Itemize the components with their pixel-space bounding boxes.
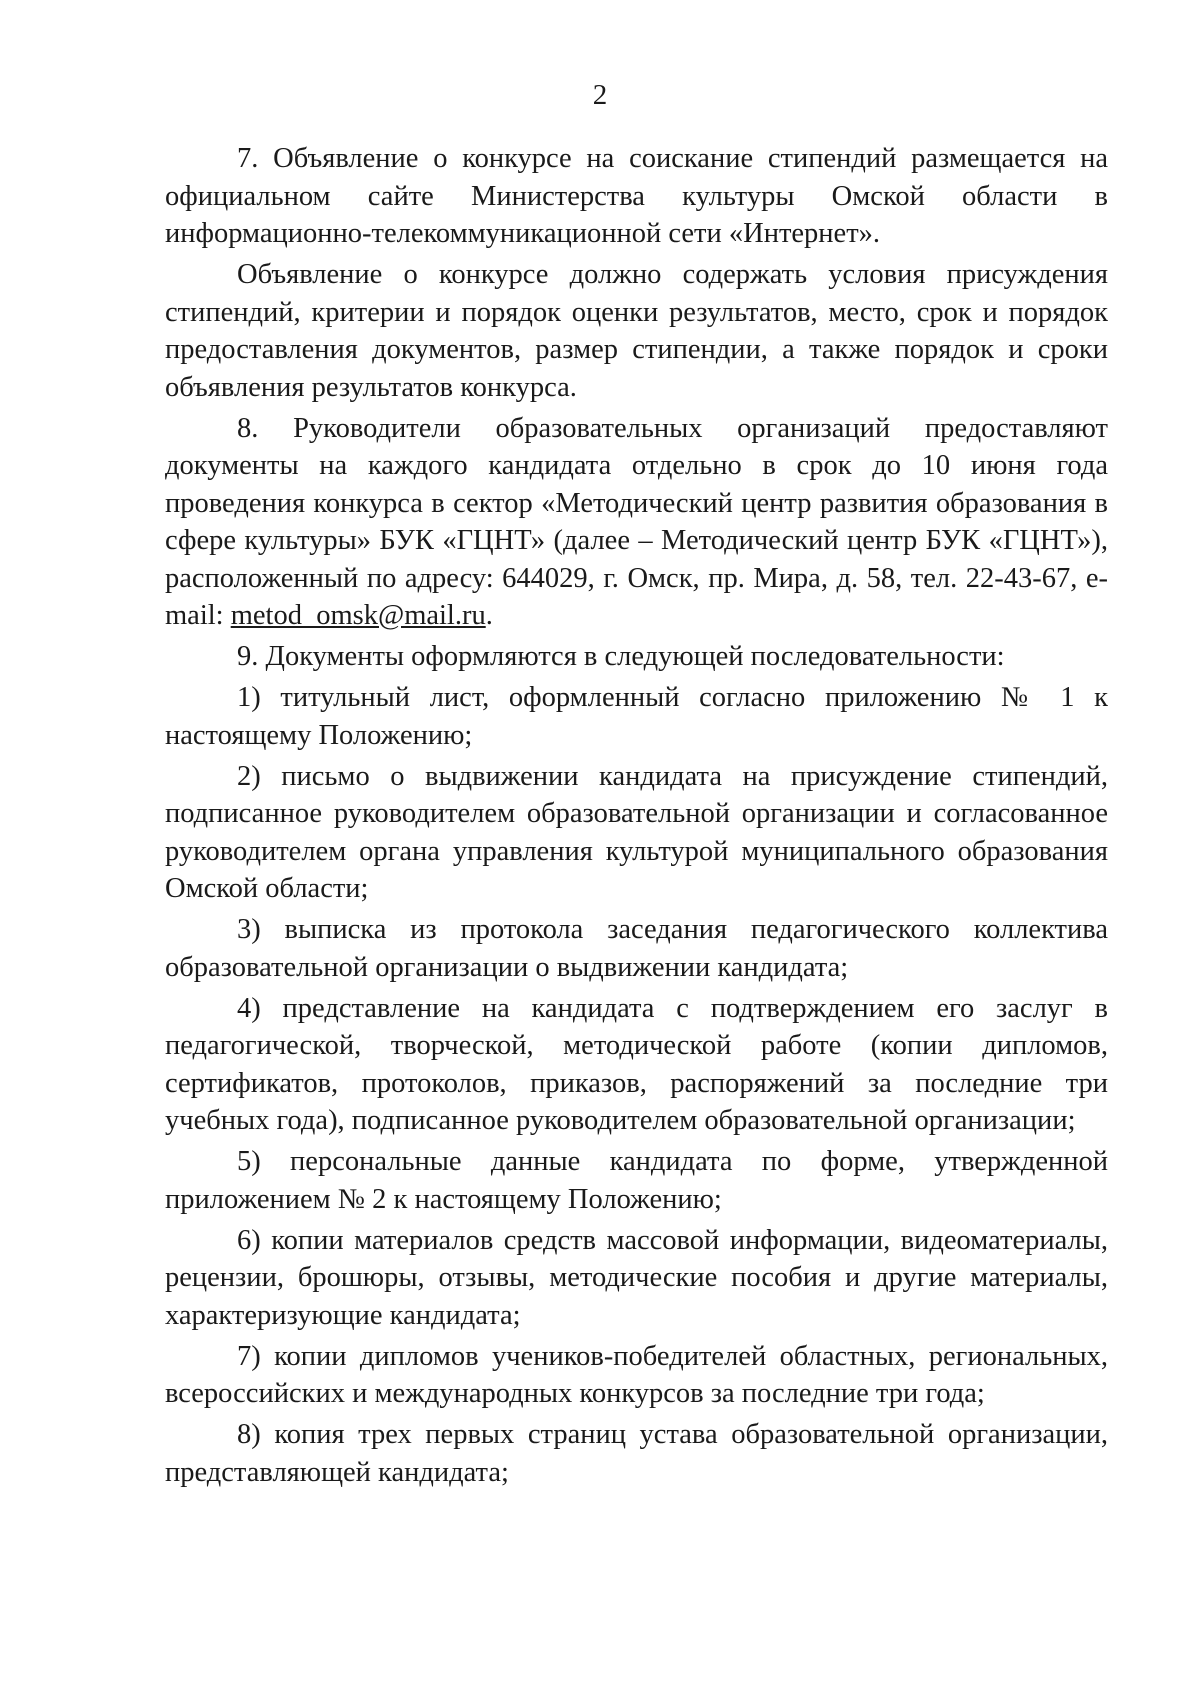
email-link[interactable]: metod_omsk@mail.ru <box>230 600 486 631</box>
list-item-6: 6) копии материалов средств массовой информации, видеоматериалы, рецензии, брошюры, отзывы, методические пособия и другие материалы, характеризующие кандидата; <box>165 1224 1108 1331</box>
list-item-7: 7) копии дипломов учеников-победителей областных, региональных, всероссийских и международных конкурсов за последние три года; <box>165 1340 1108 1409</box>
list-item-8: 8) копия трех первых страниц устава образовательной организации, представляющей кандидата; <box>165 1419 1108 1488</box>
paragraph-9: 9. Документы оформляются в следующей последовательности: <box>237 641 1005 672</box>
paragraph-8-end: . <box>485 600 493 631</box>
list-item-5: 5) персональные данные кандидата по форме, утвержденной приложением № 2 к настоящему Положению; <box>165 1146 1108 1215</box>
paragraph-7: 7. Объявление о конкурсе на соискание стипендий размещается на официальном сайте Министерства культуры Омской области в информационно-телекоммуникационной сети «Интернет». <box>165 143 1108 249</box>
document-body <box>165 140 1108 1495</box>
page-number: 2 <box>592 79 608 111</box>
paragraph-8-text: 8. Руководители образовательных организаций предоставляют документы на каждого кандидата отдельно в срок до 10 июня года проведения конкурса в сектор «Методический центр развития образования в сфере культуры» БУК «ГЦНТ» (далее – Методический центр БУК «ГЦНТ»), расположенный по адресу: 644029, г. Омск, пр. Мира, д. 58, тел. 22-43-67, e-mail: <box>165 412 1108 631</box>
list-item-2: 2) письмо о выдвижении кандидата на присуждение стипендий, подписанное руководителем образовательной организации и согласованное руководителем органа управления культурой муниципального образования Омской области; <box>165 760 1108 904</box>
paragraph-7-announcement-content: Объявление о конкурсе должно содержать условия присуждения стипендий, критерии и порядок оценки результатов, место, срок и порядок предоставления документов, размер стипендии, а также порядок и сроки объявления результатов конкурса. <box>165 259 1108 403</box>
list-item-3: 3) выписка из протокола заседания педагогического коллектива образовательной организации о выдвижении кандидата; <box>165 914 1108 983</box>
list-item-4: 4) представление на кандидата с подтверждением его заслуг в педагогической, творческой, методической работе (копии дипломов, сертификатов, протоколов, приказов, распоряжений за последние три учебных года), подписанное руководителем образовательной организации; <box>165 992 1108 1136</box>
list-item-1: 1) титульный лист, оформленный согласно приложению № 1 к настоящему Положению; <box>165 682 1108 751</box>
paragraph-8 <box>165 410 1108 635</box>
